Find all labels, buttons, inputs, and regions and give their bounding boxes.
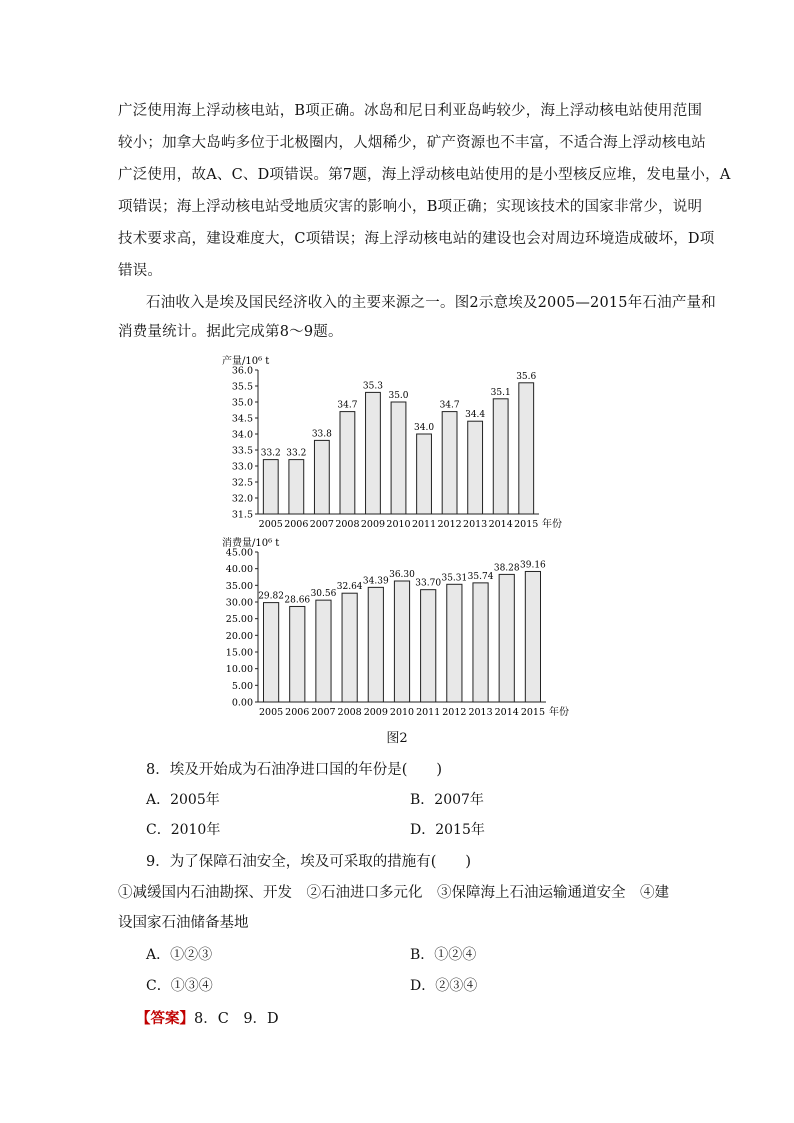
x-axis-title: 年份 xyxy=(549,707,569,718)
answer-tag: 【答案】 xyxy=(136,1010,194,1027)
bar xyxy=(314,440,329,514)
x-tick-label: 2005 xyxy=(258,519,283,530)
bar xyxy=(519,383,534,514)
q9-option-c: C．①③④ xyxy=(146,978,213,994)
bar-value-label: 32.64 xyxy=(336,582,363,593)
bar xyxy=(525,571,540,702)
q9-option-a: A．①②③ xyxy=(146,947,213,963)
bar xyxy=(391,402,406,514)
y-tick-label: 5.00 xyxy=(231,680,253,692)
figure-caption: 图2 xyxy=(386,731,408,746)
x-tick-label: 2009 xyxy=(360,519,386,530)
bar-value-label: 34.7 xyxy=(439,400,460,411)
bar xyxy=(421,590,436,702)
bar xyxy=(473,583,488,702)
y-axis-title: 消费量/10⁶ t xyxy=(222,538,280,549)
paragraph-line: 技术要求高，建设难度大，C项错误；海上浮动核电站的建设也会对周边环境造成破坏，D项 xyxy=(118,231,715,247)
bar-value-label: 35.0 xyxy=(388,391,409,401)
paragraph-line: 较小；加拿大岛屿多位于北极圈内，人烟稀少，矿产资源也不丰富，不适合海上浮动核电站 xyxy=(118,135,706,151)
q9-statement-line: 设国家石油储备基地 xyxy=(118,915,249,931)
bar xyxy=(499,574,514,702)
y-axis-title: 产量/10⁶ t xyxy=(222,356,270,367)
x-tick-label: 2007 xyxy=(311,707,336,718)
y-tick-label: 10.00 xyxy=(225,664,253,676)
y-tick-label: 32.5 xyxy=(231,477,253,489)
x-tick-label: 2014 xyxy=(488,519,513,530)
bar-value-label: 33.2 xyxy=(260,448,281,459)
bar xyxy=(442,412,457,514)
bar-value-label: 28.66 xyxy=(284,595,311,606)
bar-value-label: 35.74 xyxy=(467,571,494,582)
bar-value-label: 35.3 xyxy=(362,381,383,392)
paragraph-line: 消费量统计。据此完成第8～9题。 xyxy=(118,324,343,340)
y-tick-label: 31.5 xyxy=(231,509,253,521)
x-tick-label: 2007 xyxy=(309,519,334,530)
q9-option-d: D．②③④ xyxy=(410,978,478,994)
bar-value-label: 33.2 xyxy=(286,448,307,459)
y-tick-label: 15.00 xyxy=(225,647,253,659)
x-axis-title: 年份 xyxy=(542,519,562,530)
question-9-stem: 9．为了保障石油安全，埃及可采取的措施有( ) xyxy=(146,854,472,870)
bar xyxy=(493,399,508,514)
bar-value-label: 35.6 xyxy=(516,371,537,382)
bar xyxy=(263,603,278,702)
x-tick-label: 2006 xyxy=(285,707,310,718)
bar-value-label: 35.1 xyxy=(490,387,511,398)
y-tick-label: 25.00 xyxy=(225,614,253,626)
x-tick-label: 2015 xyxy=(520,707,546,718)
q8-option-b: B．2007年 xyxy=(410,792,484,808)
bar xyxy=(417,434,432,514)
bar xyxy=(289,460,304,514)
y-tick-label: 35.00 xyxy=(225,580,253,592)
y-tick-label: 45.00 xyxy=(225,547,253,559)
bar xyxy=(394,581,409,702)
x-tick-label: 2011 xyxy=(416,707,441,718)
question-8-stem: 8．埃及开始成为石油净进口国的年份是( ) xyxy=(146,762,443,778)
y-tick-label: 33.5 xyxy=(231,445,253,457)
y-tick-label: 0.00 xyxy=(231,697,253,709)
x-tick-label: 2010 xyxy=(386,519,411,530)
x-tick-label: 2005 xyxy=(258,707,284,718)
bar xyxy=(316,600,331,702)
production-bar-chart xyxy=(222,348,578,530)
x-tick-label: 2013 xyxy=(463,519,488,530)
bar-value-label: 33.8 xyxy=(311,429,332,440)
paragraph-line: 错误。 xyxy=(118,263,163,279)
x-tick-label: 2014 xyxy=(494,707,519,718)
bar-value-label: 34.7 xyxy=(337,400,358,411)
bar xyxy=(366,392,381,514)
x-tick-label: 2012 xyxy=(437,519,462,530)
x-tick-label: 2011 xyxy=(411,519,437,530)
y-tick-label: 32.0 xyxy=(231,493,253,505)
q8-option-a: A．2005年 xyxy=(146,792,220,808)
x-tick-label: 2009 xyxy=(363,707,388,718)
bar xyxy=(340,412,355,514)
answer-text: 8．C 9．D xyxy=(194,1011,279,1027)
bar-value-label: 34.39 xyxy=(362,576,389,587)
bar-value-label: 33.70 xyxy=(415,578,442,589)
bar-value-label: 34.4 xyxy=(465,410,486,421)
x-tick-label: 2006 xyxy=(284,519,309,530)
y-tick-label: 35.5 xyxy=(231,381,253,393)
paragraph-line: 石油收入是埃及国民经济收入的主要来源之一。图2示意埃及2005—2015年石油产量和 xyxy=(146,295,716,311)
paragraph-line: 广泛使用，故A、C、D项错误。第7题，海上浮动核电站使用的是小型核反应堆，发电量小，A xyxy=(118,167,731,183)
q9-statement-line: ①减缓国内石油勘探、开发 ②石油进口多元化 ③保障海上石油运输通道安全 ④建 xyxy=(118,885,669,901)
bar xyxy=(290,606,305,702)
bar xyxy=(263,460,278,514)
consumption-chart xyxy=(222,532,578,722)
q9-option-b: B．①②④ xyxy=(410,947,477,963)
x-tick-label: 2008 xyxy=(335,519,360,530)
production-chart xyxy=(222,348,578,530)
bar-value-label: 39.16 xyxy=(520,560,546,571)
bar-value-label: 38.28 xyxy=(493,563,520,574)
y-tick-label: 36.0 xyxy=(231,365,253,377)
consumption-bar-chart xyxy=(222,532,578,722)
x-tick-label: 2013 xyxy=(468,707,493,718)
y-tick-label: 40.00 xyxy=(225,564,253,576)
paragraph-line: 广泛使用海上浮动核电站，B项正确。冰岛和尼日利亚岛屿较少，海上浮动核电站使用范围 xyxy=(118,103,703,119)
y-tick-label: 20.00 xyxy=(225,630,253,642)
x-tick-label: 2008 xyxy=(337,707,362,718)
y-tick-label: 33.0 xyxy=(231,461,253,473)
bar xyxy=(468,421,483,514)
y-tick-label: 34.5 xyxy=(231,413,253,425)
bar xyxy=(447,584,462,702)
x-tick-label: 2012 xyxy=(442,707,467,718)
y-tick-label: 34.0 xyxy=(231,429,253,441)
q8-option-d: D．2015年 xyxy=(410,822,485,838)
bar-value-label: 34.0 xyxy=(414,423,435,433)
y-tick-label: 30.00 xyxy=(225,597,253,609)
bar-value-label: 36.30 xyxy=(389,570,415,580)
answer-line xyxy=(136,1009,279,1029)
y-tick-label: 35.0 xyxy=(231,397,253,409)
bar xyxy=(342,593,357,702)
x-tick-label: 2010 xyxy=(389,707,415,718)
paragraph-line: 项错误；海上浮动核电站受地质灾害的影响小，B项正确；实现该技术的国家非常少，说明 xyxy=(118,199,703,215)
bar-value-label: 30.56 xyxy=(310,589,337,600)
bar-value-label: 29.82 xyxy=(258,591,284,602)
bar xyxy=(368,587,383,702)
x-tick-label: 2015 xyxy=(514,519,539,530)
bar-value-label: 35.31 xyxy=(441,573,468,584)
q8-option-c: C．2010年 xyxy=(146,822,221,838)
